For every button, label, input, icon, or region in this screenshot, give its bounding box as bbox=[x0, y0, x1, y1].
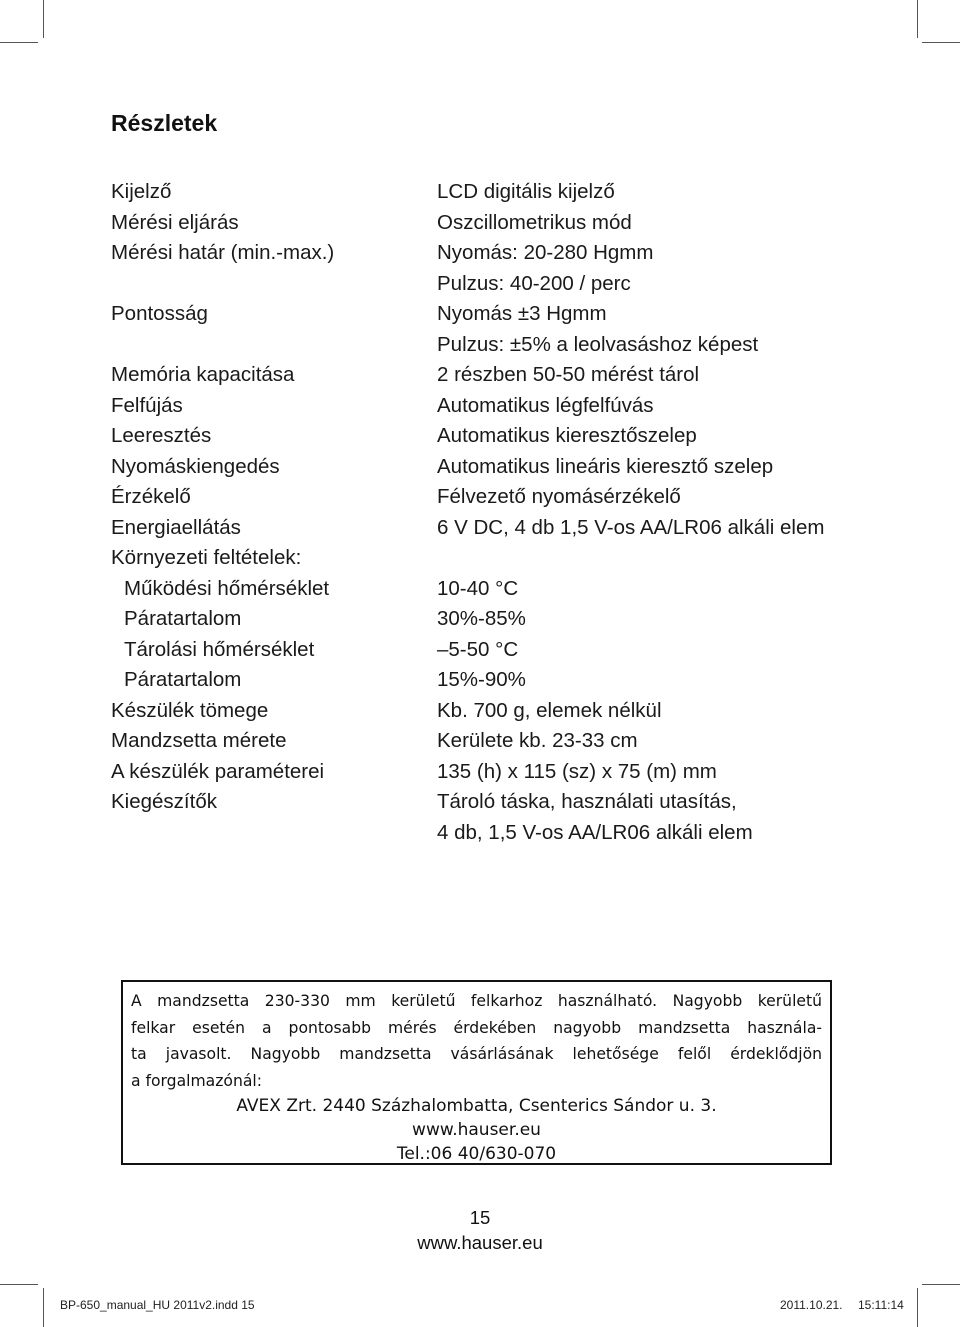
crop-mark bbox=[0, 1284, 38, 1285]
crop-mark bbox=[917, 1288, 918, 1327]
spec-value: 15%-90% bbox=[437, 668, 526, 691]
spec-row bbox=[0, 604, 960, 634]
spec-row bbox=[0, 299, 960, 329]
spec-row bbox=[0, 269, 960, 299]
spec-value: Automatikus kieresztőszelep bbox=[437, 424, 697, 447]
spec-label: Működési hőmérséklet bbox=[124, 576, 330, 600]
spec-label: Felfújás bbox=[111, 393, 183, 417]
spec-row bbox=[0, 482, 960, 512]
spec-label: Energiaellátás bbox=[111, 515, 241, 539]
spec-row bbox=[0, 452, 960, 482]
spec-row bbox=[0, 726, 960, 756]
distributor-phone: Tel.:06 40/630-070 bbox=[396, 1144, 557, 1164]
spec-row bbox=[0, 208, 960, 238]
spec-row bbox=[0, 543, 960, 573]
spec-row bbox=[0, 238, 960, 268]
spec-value: Automatikus légfelfúvás bbox=[437, 393, 654, 417]
crop-mark bbox=[922, 42, 960, 43]
spec-label: Tárolási hőmérséklet bbox=[124, 637, 315, 661]
slug-time: 15:11:14 bbox=[858, 1298, 904, 1312]
spec-value: Tároló táska, használati utasítás, bbox=[437, 790, 737, 813]
spec-label: Mérési eljárás bbox=[111, 210, 239, 234]
spec-row bbox=[0, 177, 960, 207]
spec-label: Mérési határ (min.-max.) bbox=[111, 241, 335, 264]
spec-value: 10-40 °C bbox=[437, 576, 519, 600]
spec-label: Páratartalom bbox=[124, 668, 242, 691]
distributor-website: www.hauser.eu bbox=[412, 1120, 541, 1140]
spec-label: A készülék paraméterei bbox=[111, 759, 325, 783]
notice-line: a forgalmazónál: bbox=[131, 1071, 262, 1090]
spec-value: 135 (h) x 115 (sz) x 75 (m) mm bbox=[437, 759, 717, 783]
spec-label: Pontosság bbox=[111, 302, 208, 325]
notice-line: A mandzsetta 230-330 mm kerületű felkarhoz használható. Nagyobb kerületű bbox=[131, 992, 822, 1010]
spec-row bbox=[0, 360, 960, 390]
notice-line: felkar esetén a pontosabb mérés érdekében nagyobb mandzsetta használa- bbox=[131, 1018, 822, 1037]
spec-label: Mandzsetta mérete bbox=[111, 729, 287, 752]
spec-value: Automatikus lineáris kieresztő szelep bbox=[437, 454, 774, 478]
slug-date: 2011.10.21. bbox=[780, 1298, 843, 1312]
spec-value: Pulzus: 40-200 / perc bbox=[437, 271, 631, 295]
spec-row bbox=[0, 696, 960, 726]
page-title: Részletek bbox=[111, 110, 218, 136]
footer-url: www.hauser.eu bbox=[417, 1232, 543, 1253]
spec-row bbox=[0, 391, 960, 421]
spec-label: Páratartalom bbox=[124, 607, 242, 630]
spec-value: Nyomás: 20-280 Hgmm bbox=[437, 241, 654, 264]
spec-label: Leeresztés bbox=[111, 424, 212, 447]
spec-row bbox=[0, 635, 960, 665]
spec-value: Kb. 700 g, elemek nélkül bbox=[437, 698, 662, 722]
crop-mark bbox=[917, 0, 918, 38]
spec-row bbox=[0, 757, 960, 787]
crop-mark bbox=[922, 1284, 960, 1285]
crop-mark bbox=[0, 42, 38, 43]
spec-value: 30%-85% bbox=[437, 607, 526, 630]
spec-value: Nyomás ±3 Hgmm bbox=[437, 302, 607, 325]
spec-label: Nyomáskiengedés bbox=[111, 454, 280, 478]
spec-row bbox=[0, 574, 960, 604]
spec-value: Pulzus: ±5% a leolvasáshoz képest bbox=[437, 332, 759, 356]
crop-mark bbox=[43, 0, 44, 38]
spec-label: Kijelző bbox=[111, 180, 172, 203]
spec-value: LCD digitális kijelző bbox=[437, 180, 615, 203]
spec-row bbox=[0, 330, 960, 360]
spec-value: Oszcillometrikus mód bbox=[437, 210, 632, 234]
spec-row bbox=[0, 665, 960, 695]
spec-value: Kerülete kb. 23-33 cm bbox=[437, 729, 638, 752]
spec-value: 2 részben 50-50 mérést tárol bbox=[437, 363, 700, 386]
spec-row bbox=[0, 513, 960, 543]
cuff-notice-box bbox=[121, 980, 832, 1165]
distributor-address: AVEX Zrt. 2440 Százhalombatta, Csenterics Sándor u. 3. bbox=[236, 1096, 717, 1116]
spec-row bbox=[0, 787, 960, 817]
spec-label: Kiegészítők bbox=[111, 790, 217, 813]
spec-label: Memória kapacitása bbox=[111, 363, 295, 386]
spec-label: Érzékelő bbox=[111, 485, 191, 508]
spec-row bbox=[0, 818, 960, 848]
spec-value: 4 db, 1,5 V-os AA/LR06 alkáli elem bbox=[437, 820, 753, 844]
page-number: 15 bbox=[469, 1207, 491, 1228]
notice-line: ta javasolt. Nagyobb mandzsetta vásárlásának lehetősége felől érdeklődjön bbox=[131, 1045, 822, 1063]
spec-value: –5-50 °C bbox=[437, 637, 519, 661]
spec-value: 6 V DC, 4 db 1,5 V-os AA/LR06 alkáli elem bbox=[437, 515, 825, 539]
slug-file: BP-650_manual_HU 2011v2.indd 15 bbox=[60, 1298, 255, 1312]
spec-label: Környezeti feltételek: bbox=[111, 546, 302, 569]
spec-label: Készülék tömege bbox=[111, 698, 269, 722]
spec-value: Félvezető nyomásérzékelő bbox=[437, 485, 681, 508]
spec-row bbox=[0, 421, 960, 451]
crop-mark bbox=[43, 1288, 44, 1327]
